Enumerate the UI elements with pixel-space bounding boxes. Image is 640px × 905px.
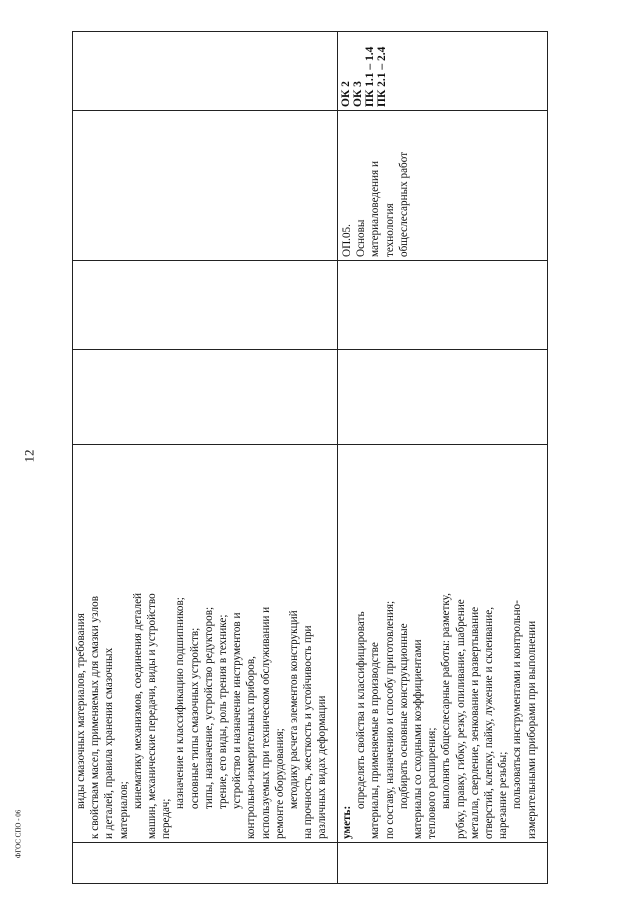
table-border-bottom [547, 31, 548, 884]
competency-code: ПК 2.1 – 2.4 [376, 46, 388, 107]
text-line: контрольно-измерительных приборов, [245, 656, 258, 839]
text-line: ремонте оборудования; [273, 728, 286, 839]
text-line: трение, его виды, роль трения в технике; [217, 614, 230, 809]
text-line: по составу, назначению и способу приготовления; [383, 600, 396, 839]
text-line: теплового расширения; [426, 727, 439, 839]
col-divider-3 [72, 349, 548, 350]
competency-code: ОК 3 [352, 81, 364, 107]
text-line: измерительными приборами при выполнении [525, 620, 538, 839]
text-line: используемых при техническом обслуживании и [259, 606, 272, 839]
text-line: виды смазочных материалов, требования [75, 613, 87, 809]
col-divider-5 [72, 110, 548, 111]
skills-cell [340, 447, 546, 839]
text-line: машин, механические передачи, виды и устройство [146, 593, 159, 839]
text-line: устройство и назначение инструментов и [231, 612, 244, 809]
text-line: передач; [160, 798, 173, 839]
table-border-top [72, 31, 73, 884]
discipline-line: технология [383, 203, 396, 257]
competencies-cell [340, 33, 546, 107]
text-line: материалов; [117, 781, 130, 839]
discipline-line: общеслесарных работ [397, 151, 410, 257]
page-number: 12 [21, 449, 37, 463]
footer-standard-code: ФГОС СПО - 06 [14, 809, 23, 859]
curriculum-table [72, 31, 548, 884]
text-line: основные типы смазочных устройств; [188, 627, 201, 809]
text-line: пользоваться инструментами и контрольно- [511, 600, 524, 809]
discipline-cell [340, 113, 546, 257]
text-line: назначение и классификацию подшипников; [174, 597, 187, 809]
text-line: различных видах деформации [316, 695, 329, 839]
text-line: кинематику механизмов, соединения деталей [131, 592, 144, 809]
table-border-left [72, 883, 548, 884]
competency-code: ПК 1.1 – 1.4 [364, 46, 376, 107]
discipline-line: материаловедения и [369, 161, 382, 257]
col-divider-2 [72, 444, 548, 445]
text-line: типы, назначение, устройство редукторов; [202, 606, 215, 809]
text-line: и деталей, правила хранения смазочных [103, 647, 116, 839]
col-divider-1 [72, 842, 548, 843]
table-border-right [72, 31, 548, 32]
knowledge-cell [74, 447, 336, 839]
text-line: нарезание резьбы; [497, 751, 510, 839]
text-line: определять свойства и классифицировать [355, 611, 368, 809]
col-divider-4 [72, 260, 548, 261]
discipline-line: Основы [355, 219, 368, 257]
text-line: к свойствам масел, применяемых для смазки узлов [89, 596, 102, 839]
text-line: выполнять общеслесарные работы: разметку, [440, 593, 453, 809]
text-line: металла, сверление, зенкование и развертывание [468, 606, 481, 839]
text-line: материалы, применяемые в производстве [369, 642, 382, 839]
skills-heading: уметь: [341, 805, 353, 839]
text-line: подбирать основные конструкционные [397, 623, 410, 809]
text-line: материалы со сходными коэффициентами [412, 639, 425, 839]
row-divider [337, 31, 338, 884]
text-line: на прочность, жесткость и устойчивость при [302, 625, 315, 839]
discipline-code: ОП.05. [341, 224, 353, 257]
text-line: методику расчета элементов конструкций [288, 610, 301, 809]
text-line: рубку, правку, гибку, резку, опиливание, шабрение [454, 599, 467, 839]
text-line: отверстий, клепку, пайку, лужение и склеивание, [483, 606, 496, 839]
competency-code: ОК 2 [340, 81, 352, 107]
